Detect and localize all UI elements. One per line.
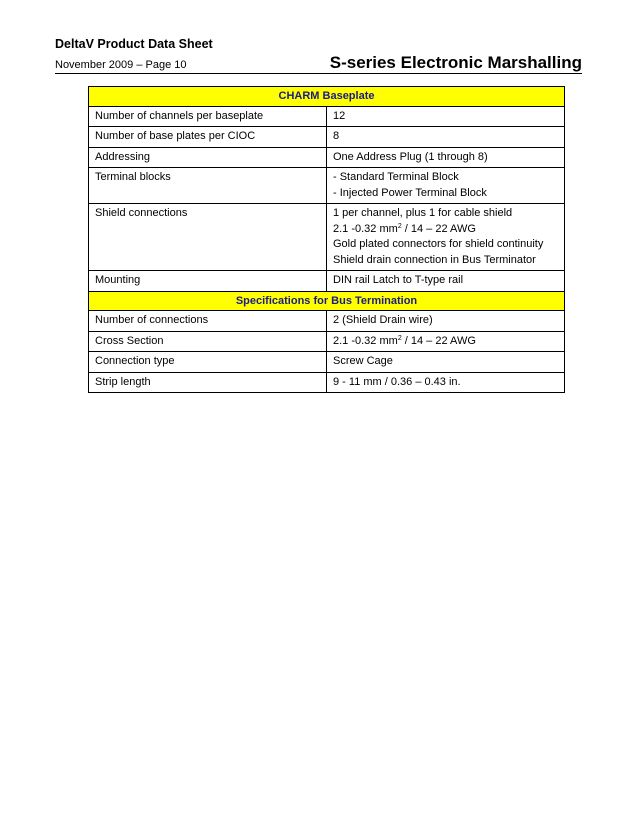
spec-table [88,86,565,393]
row-label: Number of base plates per CIOC [89,127,327,148]
table-row [89,372,565,393]
row-value [327,204,565,271]
row-label: Terminal blocks [89,168,327,204]
row-label: Number of channels per baseplate [89,106,327,127]
value-line: - Standard Terminal Block [333,171,459,183]
row-label: Cross Section [89,331,327,352]
row-value: 12 [327,106,565,127]
table-row [89,106,565,127]
table-row [89,204,565,271]
table-row [89,331,565,352]
row-value: Screw Cage [327,352,565,373]
value-text: / 14 – 22 AWG [401,222,476,235]
value-line: Shield drain connection in Bus Terminator [333,253,536,266]
row-value: 8 [327,127,565,148]
table-row [89,168,565,204]
table-row [89,311,565,332]
row-label: Addressing [89,147,327,168]
value-text: 2.1 -0.32 mm [333,222,398,235]
document-title: S-series Electronic Marshalling [329,53,582,72]
row-label: Connection type [89,352,327,373]
table-row [89,147,565,168]
section-title: CHARM Baseplate [89,87,565,107]
row-label: Number of connections [89,311,327,332]
row-value: DIN rail Latch to T-type rail [327,271,565,292]
value-line: Gold plated connectors for shield continuity [333,238,544,250]
section-header-charm-baseplate [89,87,565,107]
date-page-label: November 2009 – Page 10 [55,59,187,71]
value-text: 2.1 -0.32 mm [333,334,398,347]
section-title: Specifications for Bus Termination [89,291,565,311]
value-line: 1 per channel, plus 1 for cable shield [333,207,513,219]
superscript: 2 [397,334,402,342]
value-text: / 14 – 22 AWG [401,334,476,347]
row-label: Mounting [89,271,327,292]
row-value: One Address Plug (1 through 8) [327,147,565,168]
superscript: 2 [397,222,402,230]
value-line [333,222,558,238]
row-value [327,168,565,204]
table-row [89,127,565,148]
section-header-bus-termination [89,291,565,311]
row-label: Strip length [89,372,327,393]
header-divider [55,73,582,74]
value-line: - Injected Power Terminal Block [333,186,487,199]
table-row [89,352,565,373]
row-value: 9 - 11 mm / 0.36 – 0.43 in. [327,372,565,393]
table-row [89,271,565,292]
row-value [327,331,565,352]
row-label: Shield connections [89,204,327,271]
document-product-title: DeltaV Product Data Sheet [55,37,213,51]
row-value: 2 (Shield Drain wire) [327,311,565,332]
